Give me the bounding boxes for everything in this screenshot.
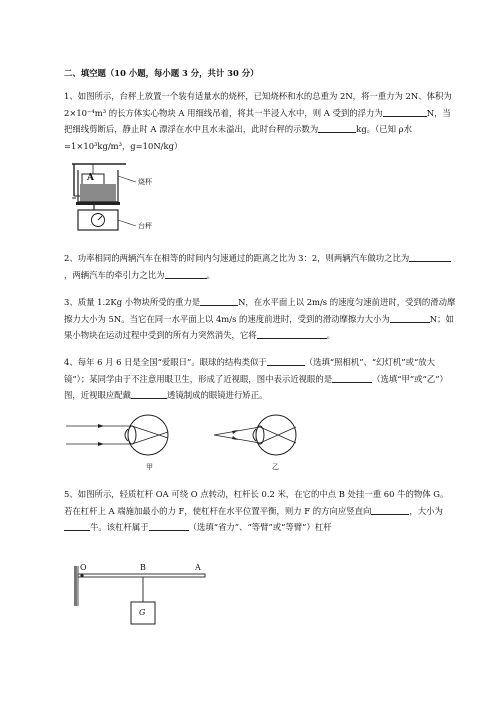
question-5-part-2: ，大小为 <box>409 505 443 516</box>
left-eye-caption: 甲 <box>146 463 153 471</box>
beaker-scale-diagram <box>64 158 184 234</box>
question-3-part-3: N；如果小物块在运动过程中受到的所有力突然消失，它将 <box>64 313 454 340</box>
answer-blank[interactable] <box>390 312 430 323</box>
lever-figure <box>70 560 220 632</box>
question-1-part-3: kg。（已知 ρ水=1×10³kg/m³，g=10N/kg） <box>64 124 412 151</box>
question-4 <box>64 354 456 404</box>
question-1 <box>64 88 456 154</box>
answer-blank[interactable] <box>165 268 207 279</box>
answer-blank[interactable] <box>267 355 305 366</box>
answer-blank[interactable] <box>409 251 451 262</box>
question-4-part-1: 4、每年 6 月 6 日是全国“爱眼日”。眼球的结构类似于 <box>64 357 267 367</box>
eye-diagrams <box>64 408 326 474</box>
point-o-label: O <box>80 563 87 572</box>
weight-g-label: G <box>139 608 146 617</box>
question-2-part-2: ，两辆汽车的牵引力之比为 <box>64 269 165 280</box>
question-4-part-4: 透镜制成的眼镜进行矫正。 <box>167 390 268 400</box>
question-5 <box>64 486 456 536</box>
question-5-part-1: 5、如图所示，轻质杠杆 OA 可绕 O 点转动，杠杆长 0.2 米，在它的中点 B 处挂一重 60 牛的物体 G。若在杠杆上 A 端施加最小的力 F，使杠杆在水平位置平衡，则力 F 的方向应竖直向 <box>64 489 449 516</box>
question-2 <box>64 250 456 283</box>
block-a-label: A <box>87 173 94 183</box>
question-4-part-3: （选填“甲”或“乙”）图，近视眼应配戴 <box>64 373 448 400</box>
right-eye-caption: 乙 <box>272 463 279 471</box>
question-2-part-1: 2、功率相同的两辆汽车在相等的时间内匀速通过的距离之比为 3：2，则两辆汽车做功之比为 <box>64 253 410 263</box>
question-3-part-1: 3、质量 1.2Kg 小物块所受的重力是 <box>64 297 201 307</box>
answer-blank[interactable] <box>200 295 238 306</box>
point-b-label: B <box>140 563 146 572</box>
answer-blank[interactable] <box>149 520 189 531</box>
answer-blank[interactable] <box>64 520 90 531</box>
question-1-part-2: N，当把细线剪断后，静止时 A 漂浮在水中且水未溢出，此时台秤的示数为 <box>64 107 451 134</box>
answer-blank[interactable] <box>318 122 356 133</box>
question-3-part-2: N，在水平面上以 2m/s 的速度匀速前进时，受到的滑动摩擦力大小为 5N。当它在同一水平面上以 4m/s 的速度前进时，受到的滑动摩擦力大小为 <box>64 297 456 324</box>
eye-diagrams-figure <box>64 408 326 474</box>
answer-blank[interactable] <box>131 388 167 399</box>
eye-diagram-right <box>214 415 296 455</box>
beaker-label: 烧杯 <box>138 178 152 186</box>
answer-blank[interactable] <box>383 106 427 117</box>
question-1-part-1: 1、如图所示，台秤上放置一个装有适量水的烧杯，已知烧杯和水的总重为 2N，将一重力为 2N、体积为 2×10⁻⁴m³ 的长方体实心物块 A 用细线吊着，将其一半浸入水中，则 A 受到的浮力为 <box>64 91 452 118</box>
question-5-part-4: （选填“省力”、“等臂”或“等臂”）杠杆 <box>188 522 332 532</box>
answer-blank[interactable] <box>257 328 327 339</box>
question-2-part-3: 。 <box>206 269 215 280</box>
scale-label: 台秤 <box>138 222 152 230</box>
beaker-scale-figure <box>64 158 184 234</box>
question-3 <box>64 294 456 344</box>
question-3-part-4: 。 <box>326 330 335 340</box>
answer-blank[interactable] <box>332 372 372 383</box>
answer-blank[interactable] <box>371 504 409 515</box>
eye-diagram-left <box>66 415 168 455</box>
point-a-label: A <box>195 563 201 572</box>
section-title: 二、填空题（10 小题，每小题 3 分，共计 30 分） <box>64 68 259 78</box>
question-5-part-3: 牛。该杠杆属于 <box>90 522 149 532</box>
question-4-part-2: （选填“照相机”、“幻灯机”或“放大镜”）；某同学由于不注意用眼卫生，形成了近视眼，图中表示近视眼的是 <box>64 357 435 384</box>
